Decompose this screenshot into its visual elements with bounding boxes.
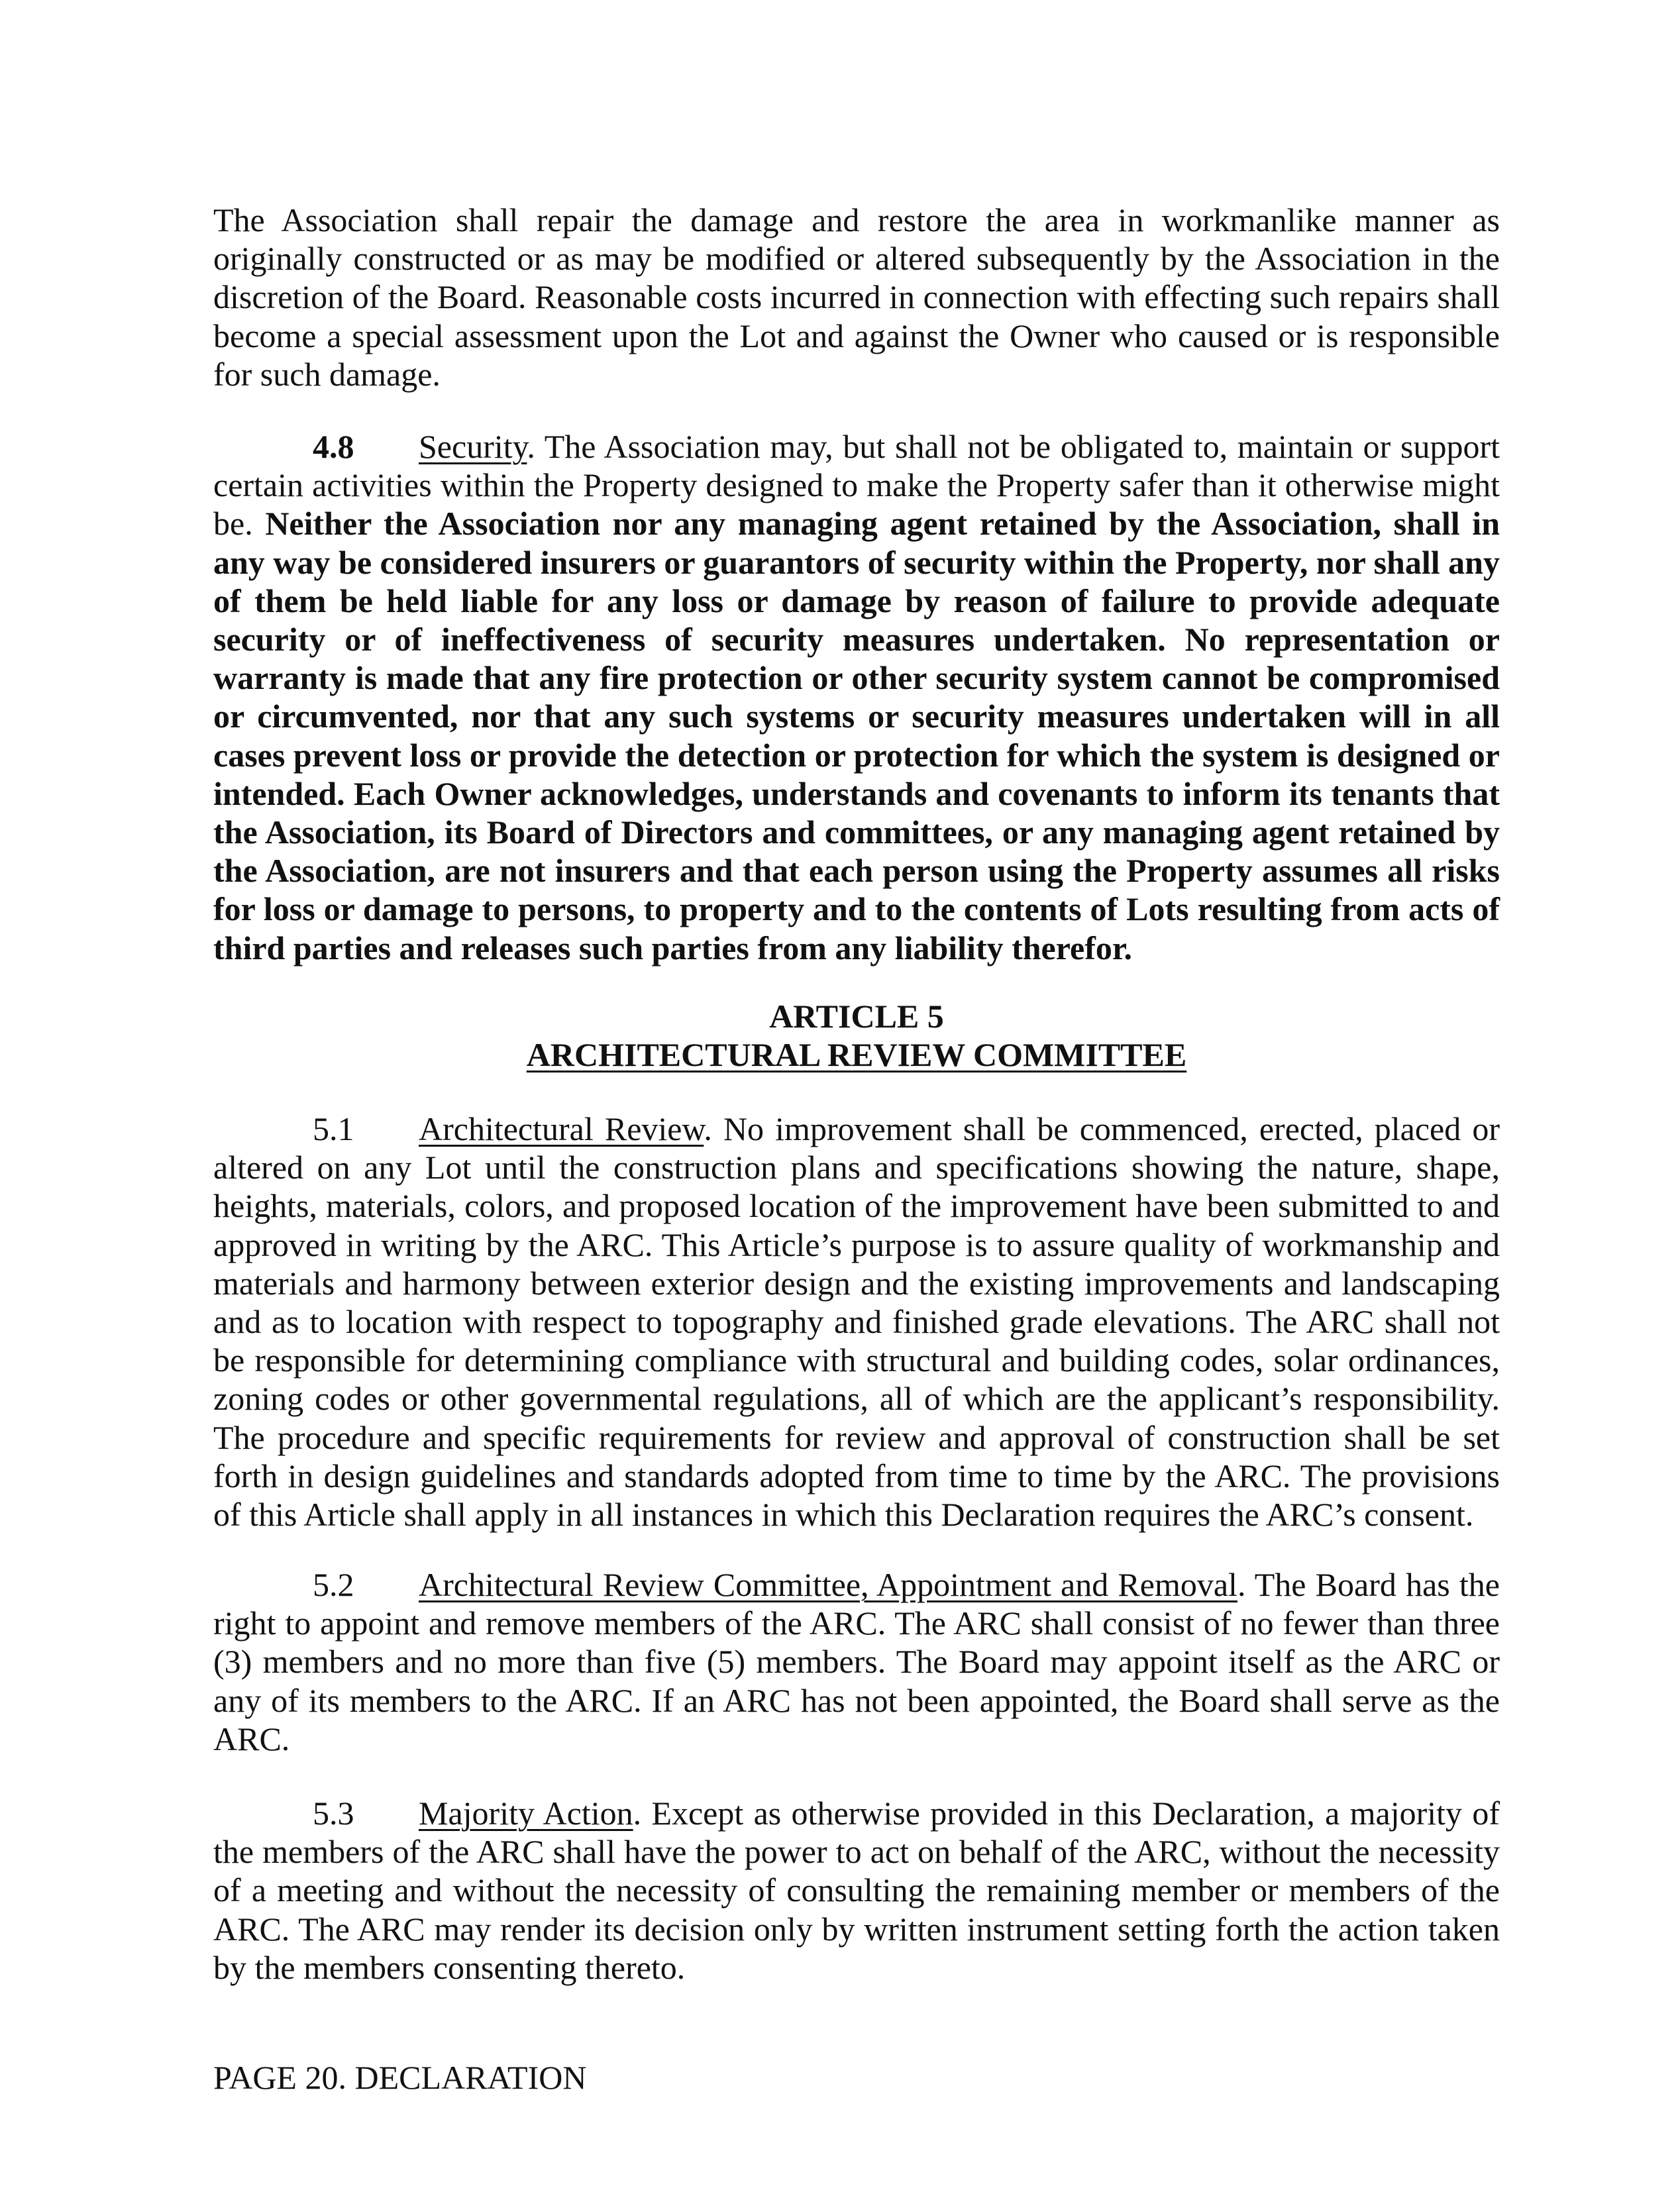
section-4-8-heading: Security [419,428,527,465]
section-5-3-number: 5.3 [313,1795,354,1832]
section-5-3-paragraph [213,1794,1500,1987]
page-footer: PAGE 20. DECLARATION [213,2059,587,2096]
section-4-8-text: . The Association may, but shall not be obligated to, maintain or support certain activities within the Property designed to make the Property safer than it otherwise might be. [213,428,1500,543]
article-heading [213,997,1500,1074]
section-5-1-paragraph [213,1110,1500,1534]
section-4-8-paragraph [213,427,1500,967]
section-5-2-paragraph [213,1565,1500,1758]
continuation-paragraph [213,201,1500,393]
article-title: ARCHITECTURAL REVIEW COMMITTEE [526,1036,1187,1074]
section-5-2-number: 5.2 [313,1566,354,1603]
section-5-2-heading: Architectural Review Committee, Appointment and Removal [419,1566,1237,1603]
section-5-3-heading: Majority Action [419,1795,633,1832]
section-5-1-number: 5.1 [313,1110,354,1147]
section-4-8-bold-text: Neither the Association nor any managing agent retained by the Association, shall in any way be considered insurers or guarantors of security within the Property, nor shall any of them be held liable for any loss or damage by reason of failure to provide adequate security or of ineffectiveness of security measures undertaken. No representation or warranty is made that any fire protection or other security system cannot be compromised or circumvented, nor that any such systems or security measures undertaken will in all cases prevent loss or provide the detection or protection for which the system is designed or intended. Each Owner acknowledges, understands and covenants to inform its tenants that the Association, its Board of Directors and committees, or any managing agent retained by the Association, are not insurers and that each person using the Property assumes all risks for loss or damage to persons, to property and to the contents of Lots resulting from acts of third parties and releases such parties from any liability therefor. [213,505,1500,967]
continuation-text: The Association shall repair the damage and restore the area in workmanlike manner as originally constructed or as may be modified or altered subsequently by the Association in the discretion of the Board. Reasonable costs incurred in connection with effecting such repairs shall become a special assessment upon the Lot and against the Owner who caused or is responsible for such damage. [213,201,1500,393]
section-5-2-text: . The Board has the right to appoint and remove members of the ARC. The ARC shall consist of no fewer than three (3) members and no more than five (5) members. The Board may appoint itself as the ARC or any of its members to the ARC. If an ARC has not been appointed, the Board shall serve as the ARC. [213,1566,1500,1757]
section-5-1-heading: Architectural Review [419,1110,704,1147]
article-number: ARTICLE 5 [769,998,944,1035]
section-5-1-text: . No improvement shall be commenced, erected, placed or altered on any Lot until the construction plans and specifications showing the nature, shape, heights, materials, colors, and proposed location of the improvement have been submitted to and approved in writing by the ARC. This Article’s purpose is to assure quality of workmanship and materials and harmony between exterior design and the existing improvements and landscaping and as to location with respect to topography and finished grade elevations. The ARC shall not be responsible for determining compliance with structural and building codes, solar ordinances, zoning codes or other governmental regulations, all of which are the applicant’s responsibility. The procedure and specific requirements for review and approval of construction shall be set forth in design guidelines and standards adopted from time to time by the ARC. The provisions of this Article shall apply in all instances in which this Declaration requires the ARC’s consent. [213,1110,1500,1534]
section-5-3-text: . Except as otherwise provided in this Declaration, a majority of the members of the ARC shall have the power to act on behalf of the ARC, without the necessity of a meeting and without the necessity of consulting the remaining member or members of the ARC. The ARC may render its decision only by written instrument setting forth the action taken by the members consenting thereto. [213,1795,1500,1986]
section-4-8-number: 4.8 [313,428,354,465]
